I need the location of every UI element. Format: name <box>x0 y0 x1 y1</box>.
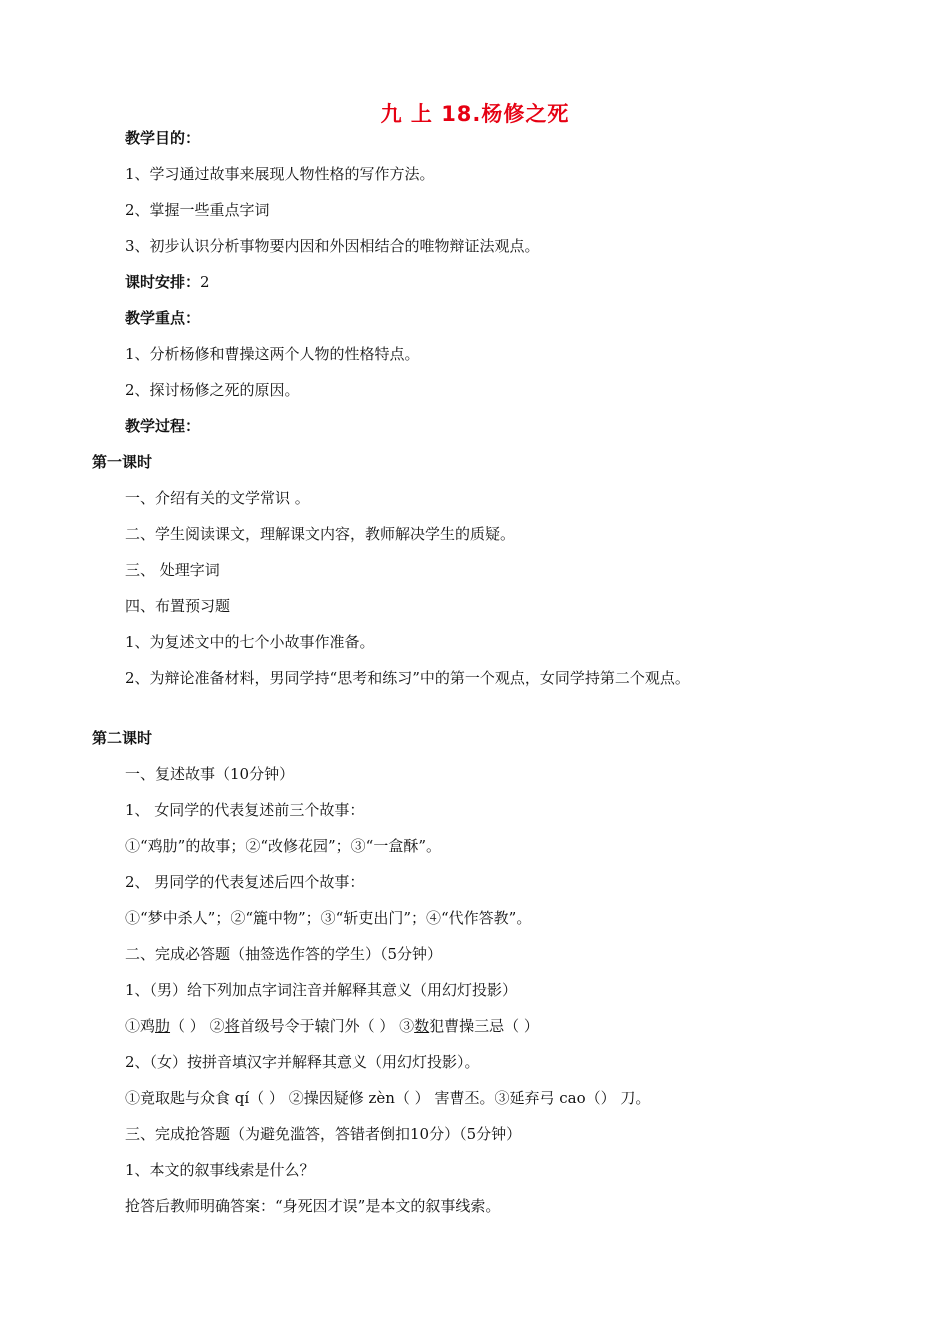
text-run: ①鸡 <box>125 1017 156 1035</box>
marked-char: 将 <box>224 1017 240 1035</box>
lesson2-line: 2、 男同学的代表复述后四个故事： <box>125 873 365 891</box>
goal-item: 1、学习通过故事来展现人物性格的写作方法。 <box>125 165 435 183</box>
marked-char: 肋 <box>155 1017 171 1035</box>
lesson1-item: 1、为复述文中的七个小故事作准备。 <box>125 633 375 651</box>
lesson2-line: ①“梦中杀人”；②“簏中物”；③“斩吏出门”；④“代作答教”。 <box>125 909 532 927</box>
lesson1-item: 二、学生阅读课文，理解课文内容，教师解决学生的质疑。 <box>125 525 516 543</box>
lesson1-item: 2、为辩论准备材料，男同学持“思考和练习”中的第一个观点，女同学持第二个观点。 <box>125 669 690 687</box>
lesson2-line: 1、 女同学的代表复述前三个故事： <box>125 801 365 819</box>
lesson2-exercise-line <box>125 1016 539 1036</box>
lesson2-line: 2、（女）按拼音填汉字并解释其意义（用幻灯投影）。 <box>125 1053 480 1071</box>
schedule-line <box>125 272 210 292</box>
lesson2-line: 1、本文的叙事线索是什么？ <box>125 1161 315 1179</box>
focus-item: 1、分析杨修和曹操这两个人物的性格特点。 <box>125 345 420 363</box>
text-run: （ ） ② <box>170 1017 225 1035</box>
lesson1-item: 一、介绍有关的文学常识 。 <box>125 489 310 507</box>
lesson1-item: 四、布置预习题 <box>125 597 231 615</box>
heading-focus: 教学重点： <box>125 309 201 327</box>
heading-process: 教学过程： <box>125 417 201 435</box>
lesson2-line: ①竟取匙与众食 qí（ ） ②操因疑修 zèn（ ） 害曹丕。③延弃弓 cao（） 刀。 <box>125 1089 651 1107</box>
lesson1-heading: 第一课时 <box>92 453 153 471</box>
lesson2-line: 三、完成抢答题（为避免滥答，答错者倒扣10分）（5分钟） <box>125 1125 522 1143</box>
schedule-label: 课时安排： <box>125 273 201 291</box>
focus-item: 2、探讨杨修之死的原因。 <box>125 381 300 399</box>
text-run: 犯曹操三忌（ ） <box>429 1017 539 1035</box>
page-title: 九 上 18.杨修之死 <box>380 102 570 126</box>
marked-char: 数 <box>414 1017 430 1035</box>
lesson2-line: 二、完成必答题（抽签选作答的学生）（5分钟） <box>125 945 443 963</box>
lesson1-item: 三、 处理字词 <box>125 561 220 579</box>
text-run: 首级号令于辕门外（ ） ③ <box>239 1017 415 1035</box>
lesson2-line: 抢答后教师明确答案：“身死因才误”是本文的叙事线索。 <box>125 1197 501 1215</box>
goal-item: 3、初步认识分析事物要内因和外因相结合的唯物辩证法观点。 <box>125 237 540 255</box>
heading-goals: 教学目的： <box>125 129 201 147</box>
lesson2-heading: 第二课时 <box>92 729 153 747</box>
lesson2-line: ①“鸡肋”的故事；②“改修花园”；③“一盒酥”。 <box>125 837 442 855</box>
lesson2-line: 一、复述故事（10分钟） <box>125 765 295 783</box>
lesson2-line: 1、（男）给下列加点字词注音并解释其意义（用幻灯投影） <box>125 981 518 999</box>
schedule-value: 2 <box>200 273 210 291</box>
goal-item: 2、掌握一些重点字词 <box>125 201 270 219</box>
